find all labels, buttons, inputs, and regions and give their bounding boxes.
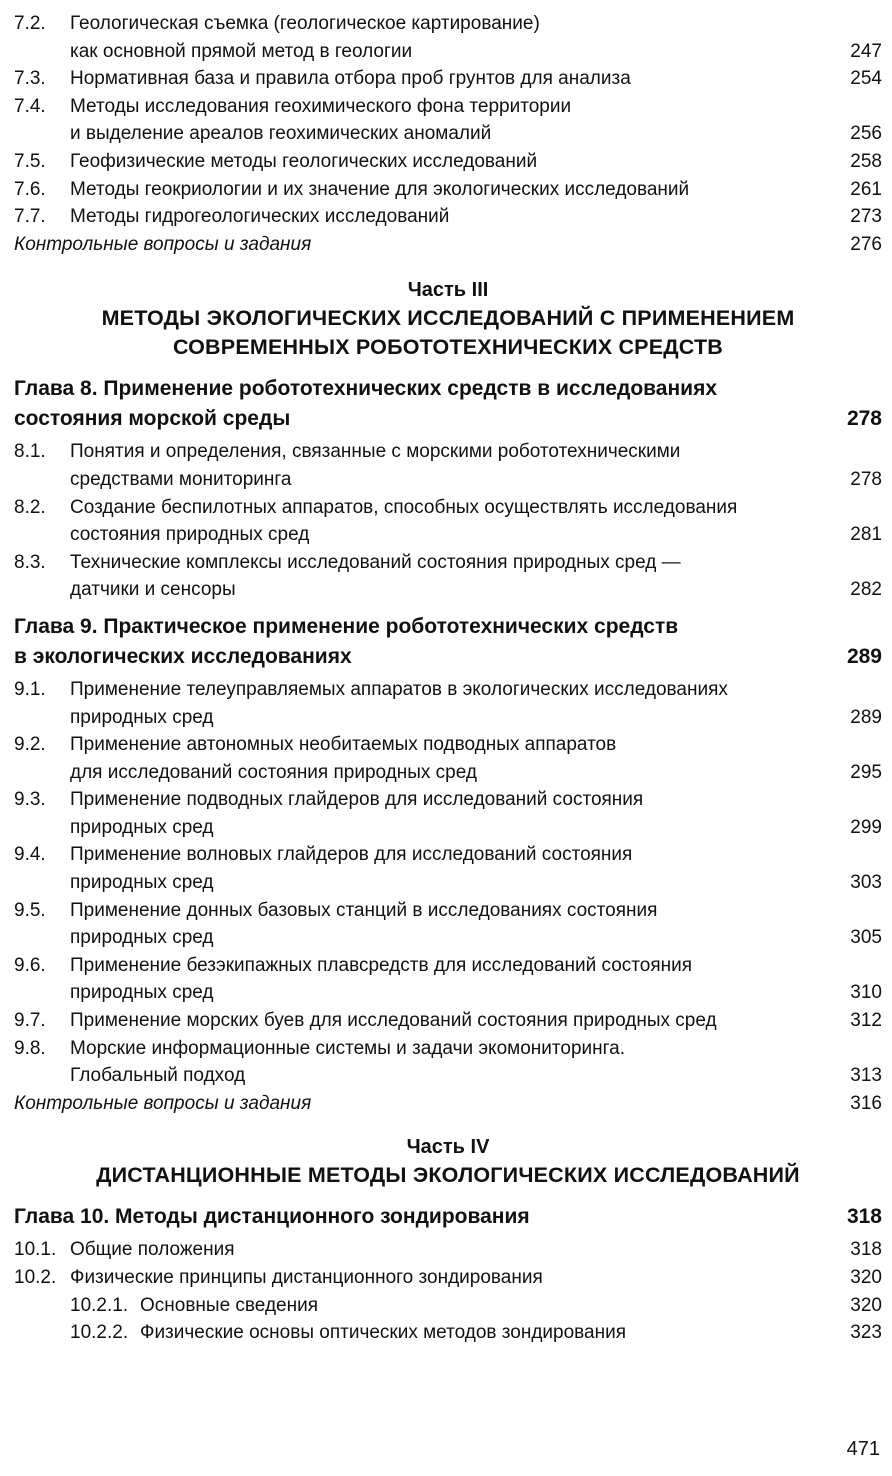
toc-entry <box>14 1035 882 1090</box>
entry-page: 318 <box>846 1205 882 1229</box>
entry-body <box>70 93 882 148</box>
dot-leader <box>216 814 849 833</box>
toc-entry <box>14 148 882 176</box>
dot-leader <box>216 924 849 943</box>
entry-title: Создание беспилотных аппаратов, способных осуществлять исследования <box>70 496 738 518</box>
part-title-line: МЕТОДЫ ЭКОЛОГИЧЕСКИХ ИССЛЕДОВАНИЙ С ПРИМЕНЕНИЕМ <box>101 306 795 331</box>
entry-number: 9.2. <box>14 734 46 756</box>
entry-title: Технические комплексы исследований состояния природных сред — <box>70 551 681 573</box>
dot-leader <box>216 704 849 723</box>
entry-title: Физические основы оптических методов зондирования <box>140 1322 627 1344</box>
toc-page <box>14 10 882 1347</box>
entry-line <box>70 466 882 494</box>
entry-body <box>70 203 882 231</box>
chapter8-heading <box>14 374 882 434</box>
entry-page: 310 <box>850 982 882 1004</box>
dot-leader <box>292 404 845 425</box>
dot-leader <box>479 759 848 778</box>
entry-page: 289 <box>850 706 882 728</box>
chapter9-heading <box>14 612 882 672</box>
entry-title: для исследований состояния природных сред <box>70 761 477 783</box>
toc-entry <box>14 841 882 896</box>
entry-number: 7.7. <box>14 206 46 228</box>
entry-body <box>14 374 882 434</box>
entry-line <box>70 704 882 732</box>
entry-line <box>70 10 882 38</box>
entry-line <box>70 38 882 66</box>
entry-body <box>70 731 882 786</box>
entry-line <box>70 521 882 549</box>
entry-page: 320 <box>850 1294 882 1316</box>
dot-leader <box>311 521 848 540</box>
dot-leader <box>354 642 845 663</box>
entry-body <box>14 612 882 672</box>
entry-page: 282 <box>850 579 882 601</box>
entry-line <box>14 374 882 404</box>
entry-body <box>70 10 882 65</box>
entry-line <box>70 576 882 604</box>
questions-label: Контрольные вопросы и задания <box>14 233 312 255</box>
dot-leader <box>313 231 848 250</box>
toc-section-chapter7-tail <box>14 10 882 231</box>
entry-title: Применение подводных глайдеров для исследований состояния <box>70 789 644 811</box>
part-title-line: СОВРЕМЕННЫХ РОБОТОТЕХНИЧЕСКИХ СРЕДСТВ <box>172 335 724 360</box>
entry-page: 256 <box>850 123 882 145</box>
entry-title: в экологических исследованиях <box>14 644 352 668</box>
entry-title: Применение донных базовых станций в исследованиях состояния <box>70 899 658 921</box>
questions-label: Контрольные вопросы и задания <box>14 1092 312 1114</box>
entry-line <box>70 148 882 176</box>
entry-line <box>70 759 882 787</box>
questions-entry <box>14 1090 882 1118</box>
entry-line <box>70 731 882 759</box>
toc-subentry <box>14 1319 882 1347</box>
entry-page: 278 <box>846 407 882 431</box>
entry-line <box>140 1292 882 1320</box>
entry-line <box>14 1090 882 1118</box>
entry-number: 8.3. <box>14 551 46 573</box>
dot-leader <box>633 65 849 84</box>
entry-number: 9.7. <box>14 1010 46 1032</box>
entry-line <box>70 176 882 204</box>
entry-title: Методы исследования геохимического фона территории <box>70 95 572 117</box>
entry-number: 9.8. <box>14 1037 46 1059</box>
dot-leader <box>628 1319 848 1338</box>
entry-number: 7.5. <box>14 150 46 172</box>
toc-entry <box>14 10 882 65</box>
questions-entry-2 <box>14 1090 882 1118</box>
dot-leader <box>691 176 848 195</box>
toc-entry <box>14 549 882 604</box>
dot-leader <box>313 1090 848 1109</box>
entry-page: 281 <box>850 524 882 546</box>
toc-entry <box>14 176 882 204</box>
entry-title: природных сред <box>70 982 214 1004</box>
entry-line <box>70 841 882 869</box>
chapter-entry <box>14 374 882 434</box>
entry-page: 312 <box>850 1010 882 1032</box>
entry-page: 323 <box>850 1322 882 1344</box>
entry-title: Применение волновых глайдеров для исследований состояния <box>70 844 633 866</box>
dot-leader <box>238 576 849 595</box>
entry-body <box>70 176 882 204</box>
entry-line <box>70 786 882 814</box>
toc-entry <box>14 676 882 731</box>
dot-leader <box>414 38 848 57</box>
entry-page: 303 <box>850 872 882 894</box>
entry-title: Глава 10. Методы дистанционного зондирования <box>14 1205 530 1229</box>
toc-entry <box>14 786 882 841</box>
entry-line <box>14 404 882 434</box>
entry-number: 7.6. <box>14 178 46 200</box>
entry-body <box>70 1007 882 1035</box>
entry-line <box>70 979 882 1007</box>
entry-title: средствами мониторинга <box>70 468 292 490</box>
entry-line <box>70 1035 882 1063</box>
entry-line <box>14 1202 882 1232</box>
entry-body <box>70 1035 882 1090</box>
entry-title: Морские информационные системы и задачи экомониторинга. <box>70 1037 625 1059</box>
entry-number: 10.2.1. <box>70 1294 129 1316</box>
chapter9-items <box>14 676 882 1090</box>
toc-entry <box>14 438 882 493</box>
entry-title: Методы геокриологии и их значение для экологических исследований <box>70 178 690 200</box>
dot-leader <box>532 1202 845 1223</box>
dot-leader <box>545 1264 849 1283</box>
entry-title: Глобальный подход <box>70 1065 246 1087</box>
toc-entry <box>14 203 882 231</box>
chapter10-subitems <box>14 1292 882 1347</box>
entry-title: Глава 9. Практическое применение робототехнических средств <box>14 614 679 638</box>
entry-line <box>70 494 882 522</box>
entry-page: 305 <box>850 927 882 949</box>
entry-line <box>70 93 882 121</box>
toc-subentry <box>14 1292 882 1320</box>
entry-number: 9.4. <box>14 844 46 866</box>
entry-title: и выделение ареалов геохимических аномалий <box>70 123 492 145</box>
dot-leader <box>293 466 848 485</box>
entry-title: Геологическая съемка (геологическое картирование) <box>70 13 540 34</box>
part4-title <box>14 1161 882 1190</box>
chapter10-heading <box>14 1202 882 1232</box>
entry-line <box>70 549 882 577</box>
entry-page: 278 <box>850 468 882 490</box>
entry-line <box>70 1236 882 1264</box>
entry-title: Основные сведения <box>140 1294 319 1316</box>
entry-line <box>70 1007 882 1035</box>
toc-entry <box>14 1264 882 1292</box>
entry-page: 247 <box>850 40 882 62</box>
entry-title: Физические принципы дистанционного зондирования <box>70 1267 543 1288</box>
entry-line <box>70 120 882 148</box>
entry-line <box>70 1062 882 1090</box>
entry-page: 273 <box>850 206 882 228</box>
part3-label: Часть III <box>407 279 489 302</box>
entry-body <box>14 231 882 259</box>
entry-number: 7.4. <box>14 95 46 117</box>
entry-title: Применение безэкипажных плавсредств для исследований состояния <box>70 954 693 976</box>
page-number: 471 <box>846 1438 880 1460</box>
chapter-entry <box>14 612 882 672</box>
entry-body <box>70 676 882 731</box>
entry-line <box>70 869 882 897</box>
entry-title: как основной прямой метод в геологии <box>70 40 413 62</box>
entry-title: состояния морской среды <box>14 407 291 431</box>
entry-line <box>70 203 882 231</box>
entry-title: состояния природных сред <box>70 524 310 546</box>
entry-page: 258 <box>850 150 882 172</box>
entry-title: Применение автономных необитаемых подводных аппаратов <box>70 734 617 756</box>
toc-entry <box>14 731 882 786</box>
entry-line <box>140 1319 882 1347</box>
entry-title: природных сред <box>70 706 214 728</box>
toc-entry <box>14 1007 882 1035</box>
entry-line <box>70 924 882 952</box>
entry-line <box>70 897 882 925</box>
entry-page: 313 <box>850 1065 882 1087</box>
dot-leader <box>719 1007 849 1026</box>
part4-label: Часть IV <box>406 1136 490 1159</box>
entry-body <box>70 897 882 952</box>
entry-title: датчики и сенсоры <box>70 579 236 601</box>
chapter10-items <box>14 1236 882 1291</box>
entry-body <box>140 1319 882 1347</box>
entry-title: Методы гидрогеологических исследований <box>70 206 450 228</box>
part3-title <box>14 304 882 362</box>
entry-number: 7.2. <box>14 13 46 34</box>
entry-page: 289 <box>846 644 882 668</box>
entry-body <box>70 549 882 604</box>
entry-body <box>14 1202 882 1232</box>
dot-leader <box>247 1062 848 1081</box>
entry-body <box>70 494 882 549</box>
dot-leader <box>237 1236 849 1255</box>
toc-entry <box>14 897 882 952</box>
entry-title: Применение морских буев для исследований состояния природных сред <box>70 1010 717 1032</box>
entry-line <box>70 65 882 93</box>
entry-page: 254 <box>850 68 882 90</box>
entry-line <box>70 676 882 704</box>
entry-body <box>70 841 882 896</box>
entry-title: Понятия и определения, связанные с морскими робототехническими <box>70 441 681 463</box>
entry-title: Применение телеуправляемых аппаратов в экологических исследованиях <box>70 678 728 700</box>
chapter8-items <box>14 438 882 604</box>
entry-title: Глава 8. Применение робототехнических средств в исследованиях <box>14 377 717 401</box>
entry-page: 295 <box>850 761 882 783</box>
toc-entry <box>14 93 882 148</box>
entry-number: 8.2. <box>14 496 46 518</box>
entry-line <box>14 612 882 642</box>
entry-body <box>140 1292 882 1320</box>
entry-line <box>70 814 882 842</box>
entry-number: 9.5. <box>14 899 46 921</box>
toc-entry <box>14 952 882 1007</box>
entry-body <box>14 1090 882 1118</box>
entry-number: 7.3. <box>14 68 46 90</box>
entry-page: 320 <box>850 1267 882 1288</box>
entry-line <box>14 642 882 672</box>
toc-entry <box>14 1236 882 1264</box>
toc-entry <box>14 494 882 549</box>
entry-title: Геофизические методы геологических исследований <box>70 150 538 172</box>
entry-body <box>70 786 882 841</box>
entry-page: 261 <box>850 178 882 200</box>
entry-page: 276 <box>850 233 882 255</box>
entry-number: 10.2. <box>14 1267 57 1288</box>
entry-line <box>70 438 882 466</box>
entry-page: 299 <box>850 816 882 838</box>
dot-leader <box>216 869 849 888</box>
questions-entry-1 <box>14 231 882 259</box>
entry-number: 9.3. <box>14 789 46 811</box>
toc-entry <box>14 65 882 93</box>
entry-number: 10.2.2. <box>70 1322 129 1344</box>
entry-body <box>70 1236 882 1264</box>
chapter-entry <box>14 1202 882 1232</box>
entry-title: Нормативная база и правила отбора проб грунтов для анализа <box>70 68 631 90</box>
entry-number: 10.1. <box>14 1239 57 1261</box>
entry-title: Общие положения <box>70 1239 235 1261</box>
entry-page: 318 <box>850 1239 882 1261</box>
entry-body <box>70 65 882 93</box>
dot-leader <box>493 120 848 139</box>
entry-title: природных сред <box>70 872 214 894</box>
dot-leader <box>539 148 848 167</box>
part-title-line: ДИСТАНЦИОННЫЕ МЕТОДЫ ЭКОЛОГИЧЕСКИХ ИССЛЕДОВАНИЙ <box>96 1163 800 1188</box>
entry-body <box>70 952 882 1007</box>
dot-leader <box>216 979 849 998</box>
entry-line <box>14 231 882 259</box>
entry-body <box>70 148 882 176</box>
entry-title: природных сред <box>70 816 214 838</box>
questions-entry <box>14 231 882 259</box>
entry-body <box>70 1264 882 1292</box>
entry-body <box>70 438 882 493</box>
entry-title: природных сред <box>70 927 214 949</box>
entry-page: 316 <box>850 1092 882 1114</box>
entry-line <box>70 1264 882 1292</box>
entry-number: 9.1. <box>14 678 46 700</box>
dot-leader <box>320 1292 848 1311</box>
entry-number: 8.1. <box>14 441 46 463</box>
entry-number: 9.6. <box>14 954 46 976</box>
entry-line <box>70 952 882 980</box>
dot-leader <box>451 203 848 222</box>
